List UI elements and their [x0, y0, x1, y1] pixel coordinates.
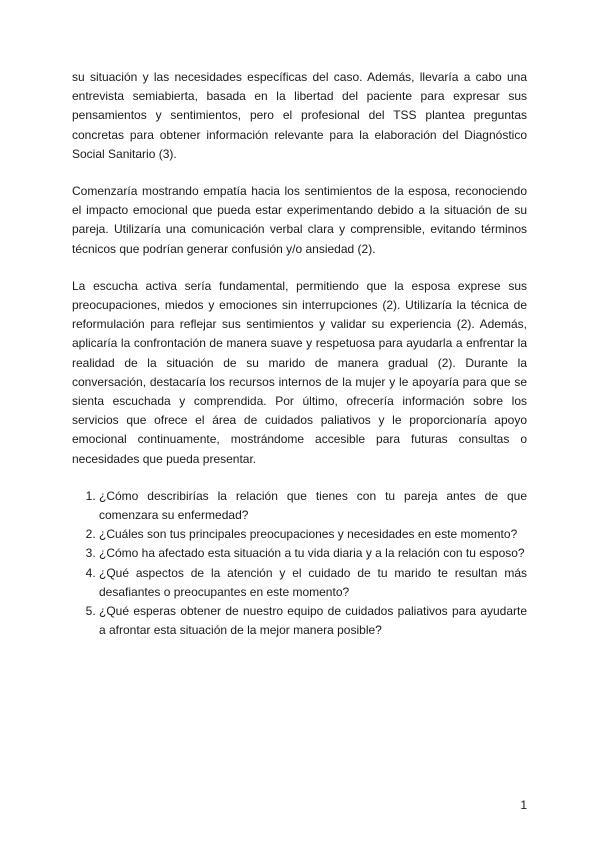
paragraph-empathy: Comenzaría mostrando empatía hacia los sentimientos de la esposa, reconociendo el impacto emocional que pueda estar experimentando debido a la situación de su pareja. Utilizaría una comunicación verbal clara y comprensible, evitando términos técnicos que podrían generar confusión y/o ansiedad (2).: [72, 184, 527, 256]
question-item: 3. ¿Cómo ha afectado esta situación a tu vida diaria y a la relación con tu esposo?: [99, 544, 527, 563]
page-number: 1: [520, 798, 527, 812]
page-content: [72, 68, 527, 640]
question-item: 1. ¿Cómo describirías la relación que tienes con tu pareja antes de que comenzara su enfermedad?: [99, 487, 527, 525]
question-item: 5. ¿Qué esperas obtener de nuestro equipo de cuidados paliativos para ayudarte a afrontar esta situación de la mejor manera posible?: [99, 602, 527, 640]
paragraph-active-listening: La escucha activa sería fundamental, permitiendo que la esposa exprese sus preocupaciones, miedos y emociones sin interrupciones (2). Utilizaría la técnica de reformulación para reflejar sus sentimientos y validar su experiencia (2). Además, aplicaría la confrontación de manera suave y respetuosa para ayudarla a enfrentar la realidad de la situación de su marido de manera gradual (2). Durante la conversación, destacaría los recursos internos de la mujer y le apoyaría para que se sienta escuchada y comprendida. Por último, ofrecería información sobre los servicios que ofrece el área de cuidados paliativos y le proporcionaría apoyo emocional continuamente, mostrándome accesible para futuras consultas o necesidades que pueda presentar.: [72, 278, 527, 466]
paragraph-situation: su situación y las necesidades específicas del caso. Además, llevaría a cabo una entrevista semiabierta, basada en la libertad del paciente para expresar sus pensamientos y sentimientos, pero el profesional del TSS plantea preguntas concretas para obtener información relevante para la elaboración del Diagnóstico Social Sanitario (3).: [72, 70, 527, 161]
question-item: 4. ¿Qué aspectos de la atención y el cuidado de tu marido te resultan más desafiantes o preocupantes en este momento?: [99, 564, 527, 602]
questions-list: [72, 487, 527, 641]
question-item: 2. ¿Cuáles son tus principales preocupaciones y necesidades en este momento?: [99, 525, 527, 544]
